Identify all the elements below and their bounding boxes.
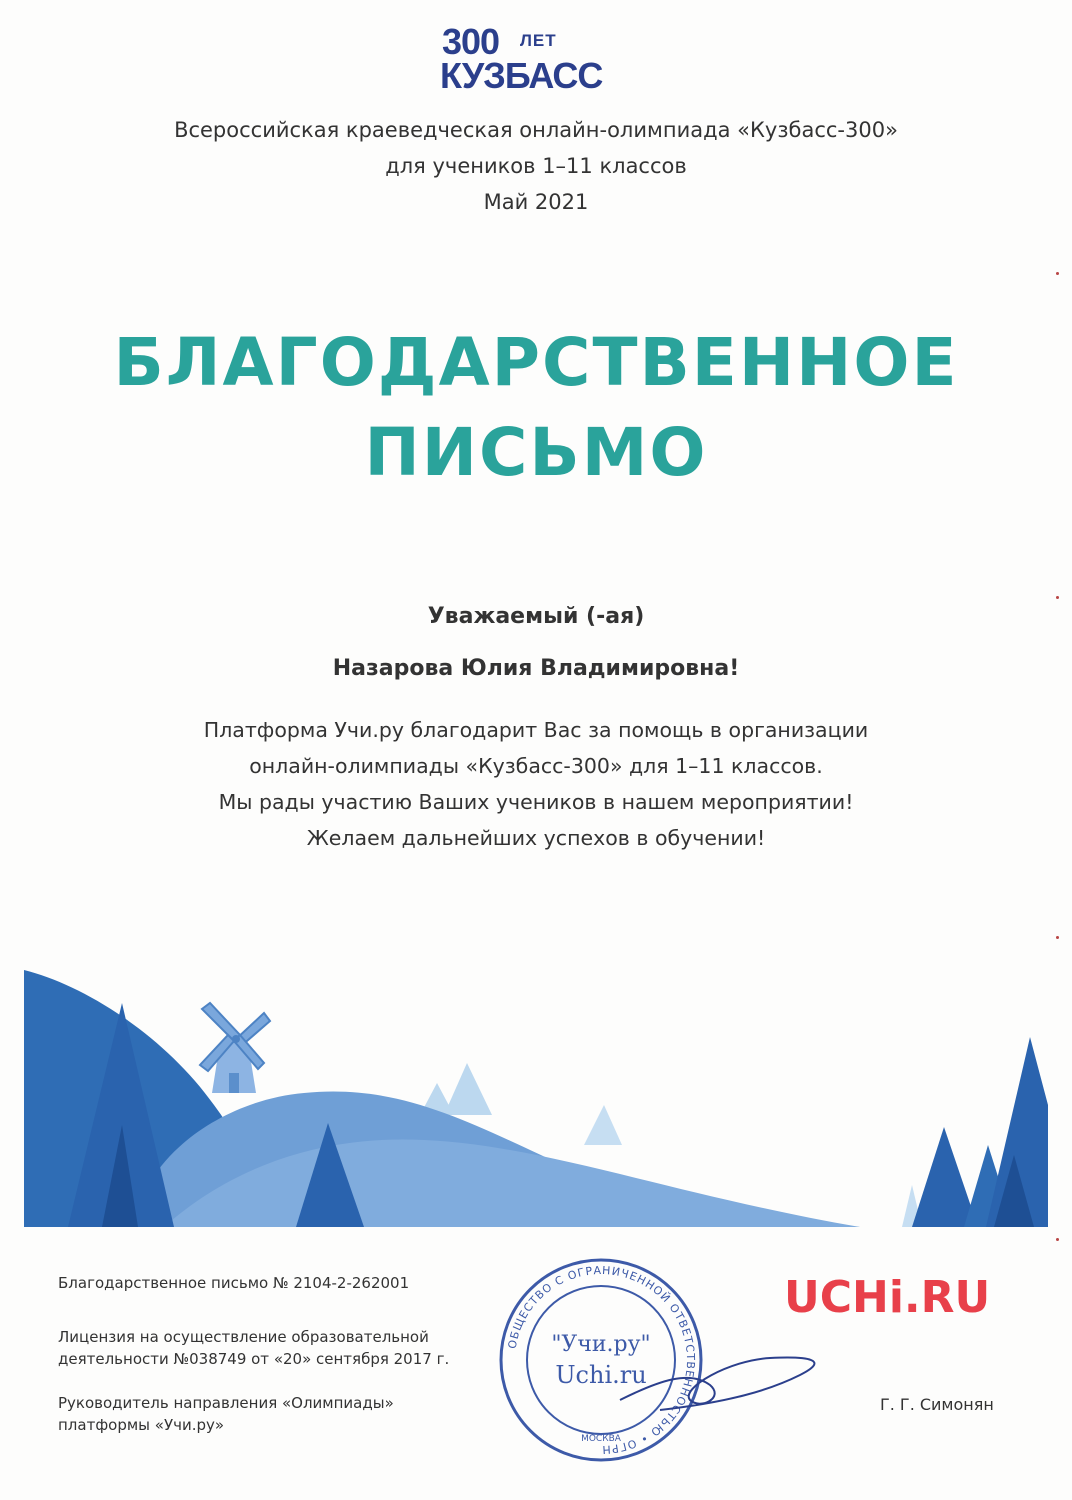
kuzbass-300-logo	[440, 22, 620, 102]
stamp-name-ru: "Учи.ру"	[551, 1332, 651, 1357]
scan-dot	[1056, 272, 1059, 275]
thanks-text	[0, 712, 1072, 820]
head-title-line-1: Руководитель направления «Олимпиады»	[58, 1394, 394, 1412]
letter-number: Благодарственное письмо № 2104-2-262001	[58, 1274, 410, 1292]
title-line-2: ПИСЬМО	[364, 414, 708, 491]
stamp-ring-text: ОБЩЕСТВО С ОГРАНИЧЕННОЙ ОТВЕТСТВЕННОСТЬЮ • ОГРН	[505, 1263, 698, 1457]
signature	[600, 1330, 840, 1420]
body-line-2: онлайн-олимпиады «Кузбасс-300» для 1–11 классов.	[249, 754, 823, 778]
tree	[912, 1127, 978, 1227]
document-title	[0, 318, 1072, 498]
olympiad-header	[0, 112, 1072, 220]
signer-name: Г. Г. Симонян	[880, 1395, 994, 1414]
scan-dot	[1056, 1238, 1059, 1241]
windmill	[200, 1003, 270, 1093]
distant-peak	[444, 1063, 492, 1115]
head-title-line-2: платформы «Учи.ру»	[58, 1416, 225, 1434]
landscape-illustration	[24, 965, 1048, 1230]
logo-number: 300	[442, 21, 500, 62]
title-line-1: БЛАГОДАРСТВЕННОЕ	[113, 324, 959, 401]
distant-peak	[584, 1105, 622, 1145]
body-line-3: Мы рады участию Ваших учеников в нашем мероприятии!	[218, 790, 854, 814]
logo-name: КУЗБАСС	[440, 55, 603, 96]
license-line-1: Лицензия на осуществление образовательной	[58, 1328, 429, 1346]
license-line-2: деятельности №038749 от «20» сентября 2017 г.	[58, 1350, 450, 1368]
header-date: Май 2021	[483, 190, 589, 214]
stamp-name-en: Uchi.ru	[555, 1361, 647, 1389]
header-line-2: для учеников 1–11 классов	[385, 154, 687, 178]
salutation: Уважаемый (-ая)	[427, 604, 645, 629]
wish-text: Желаем дальнейших успехов в обучении!	[306, 826, 766, 850]
uchi-ru-logo: UCHi.RU	[784, 1272, 991, 1323]
header-line-1: Всероссийская краеведческая онлайн-олимпиада «Кузбасс-300»	[174, 118, 898, 142]
logo-years: ЛЕТ	[520, 31, 557, 50]
recipient-name: Назарова Юлия Владимировна!	[332, 656, 740, 681]
stamp-city: МОСКВА	[581, 1434, 621, 1444]
scan-dot	[1056, 936, 1059, 939]
body-line-1: Платформа Учи.ру благодарит Вас за помощь в организации	[203, 718, 869, 742]
scan-dot	[1056, 596, 1059, 599]
